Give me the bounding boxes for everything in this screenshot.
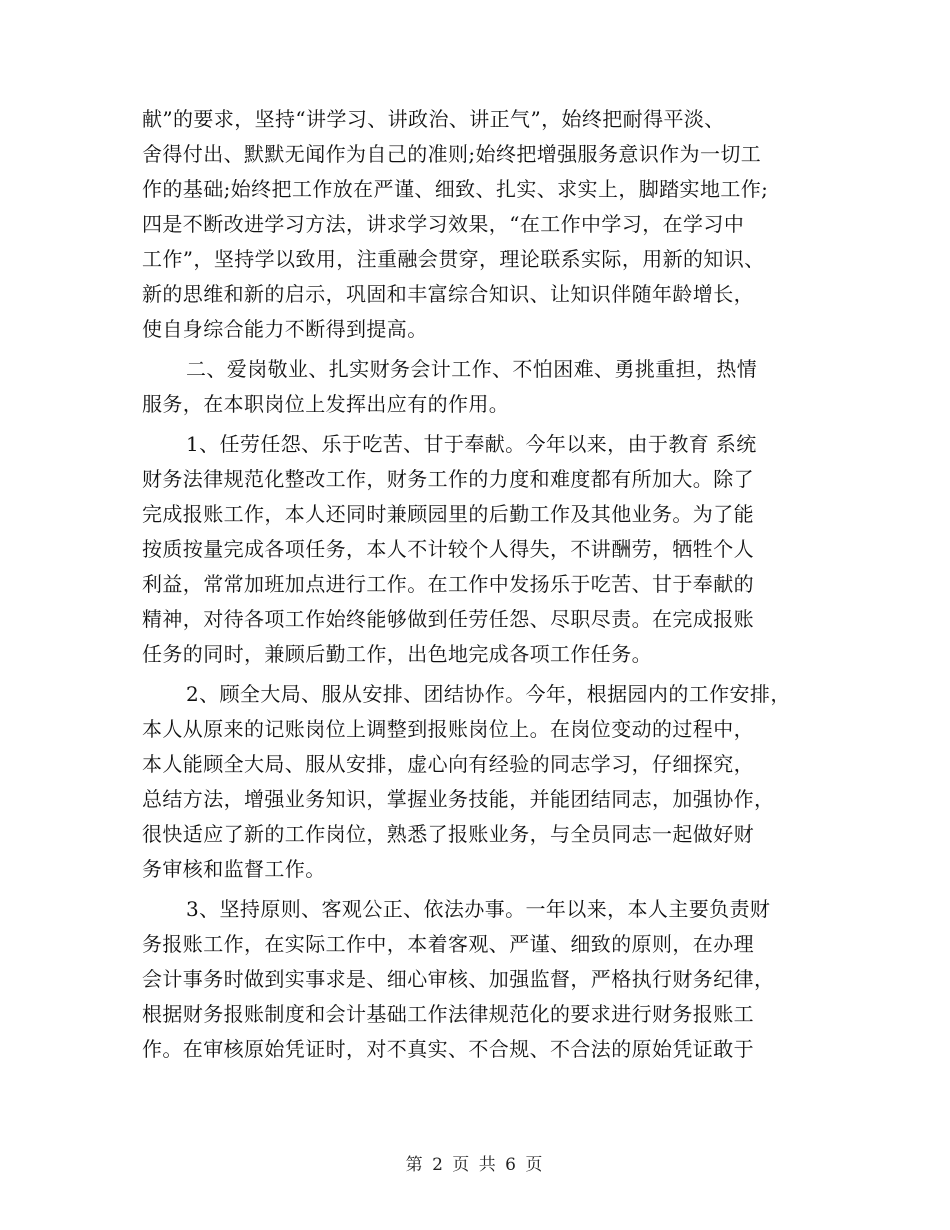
text-line-13: 按质按量完成各项任务，本人不计较个人得失，不讲酬劳，牺牲个人 <box>142 537 754 561</box>
text-line-27: 作。在审核原始凭证时，对不真实、不合规、不合法的原始凭证敢于 <box>142 1037 754 1061</box>
text-line-19: 本人能顾全大局、服从安排，虚心向有经验的同志学习，仔细探究， <box>142 752 754 776</box>
text-line-2: 舍得付出、默默无闻作为自己的准则;始终把增强服务意识作为一切工 <box>142 142 762 166</box>
text-line-14: 利益，常常加班加点进行工作。在工作中发扬乐于吃苦、甘于奉献的 <box>142 572 754 596</box>
text-line-21: 很快适应了新的工作岗位，熟悉了报账业务，与全员同志一起做好财 <box>142 822 754 846</box>
text-line-26: 根据财务报账制度和会计基础工作法律规范化的要求进行财务报账工 <box>142 1002 754 1026</box>
text-line-15: 精神，对待各项工作始终能够做到任劳任怨、尽职尽责。在完成报账 <box>142 607 754 631</box>
text-line-7: 使自身综合能力不断得到提高。 <box>142 317 428 341</box>
text-line-6: 新的思维和新的启示，巩固和丰富综合知识、让知识伴随年龄增长， <box>142 282 754 306</box>
text-line-25: 会计事务时做到实事求是、细心审核、加强监督，严格执行财务纪律， <box>142 967 775 991</box>
text-line-4: 四是不断改进学习方法，讲求学习效果，“在工作中学习，在学习中 <box>142 212 745 236</box>
document-body <box>142 102 832 1067</box>
text-line-22: 务审核和监督工作。 <box>142 857 326 881</box>
text-line-20: 总结方法，增强业务知识，掌握业务技能，并能团结同志，加强协作， <box>142 787 775 811</box>
text-line-3: 作的基础;始终把工作放在严谨、细致、扎实、求实上，脚踏实地工作; <box>142 177 769 201</box>
paragraph-1-start: 1、任劳任怨、乐于吃苦、甘于奉献。今年以来，由于教育 系统 <box>186 432 757 456</box>
text-line-9: 服务，在本职岗位上发挥出应有的作用。 <box>142 392 510 416</box>
text-line-18: 本人从原来的记账岗位上调整到报账岗位上。在岗位变动的过程中， <box>142 717 754 741</box>
text-line-5: 工作”，坚持学以致用，注重融会贯穿，理论联系实际，用新的知识、 <box>142 247 765 271</box>
text-line-16: 任务的同时，兼顾后勤工作，出色地完成各项工作任务。 <box>142 642 652 666</box>
text-line-1: 献”的要求，坚持“讲学习、讲政治、讲正气”，始终把耐得平淡、 <box>142 107 725 131</box>
paragraph-3-start: 3、坚持原则、客观公正、依法办事。一年以来，本人主要负责财 <box>186 897 771 921</box>
text-line-24: 务报账工作，在实际工作中，本着客观、严谨、细致的原则，在办理 <box>142 932 754 956</box>
text-line-11: 财务法律规范化整改工作，财务工作的力度和难度都有所加大。除了 <box>142 467 754 491</box>
text-line-12: 完成报账工作，本人还同时兼顾园里的后勤工作及其他业务。为了能 <box>142 502 754 526</box>
section-heading-2: 二、爱岗敬业、扎实财务会计工作、不怕困难、勇挑重担，热情 <box>186 357 758 381</box>
paragraph-2-start: 2、顾全大局、服从安排、团结协作。今年，根据园内的工作安排， <box>186 682 791 706</box>
page-footer: 第 2 页 共 6 页 <box>405 1155 545 1175</box>
